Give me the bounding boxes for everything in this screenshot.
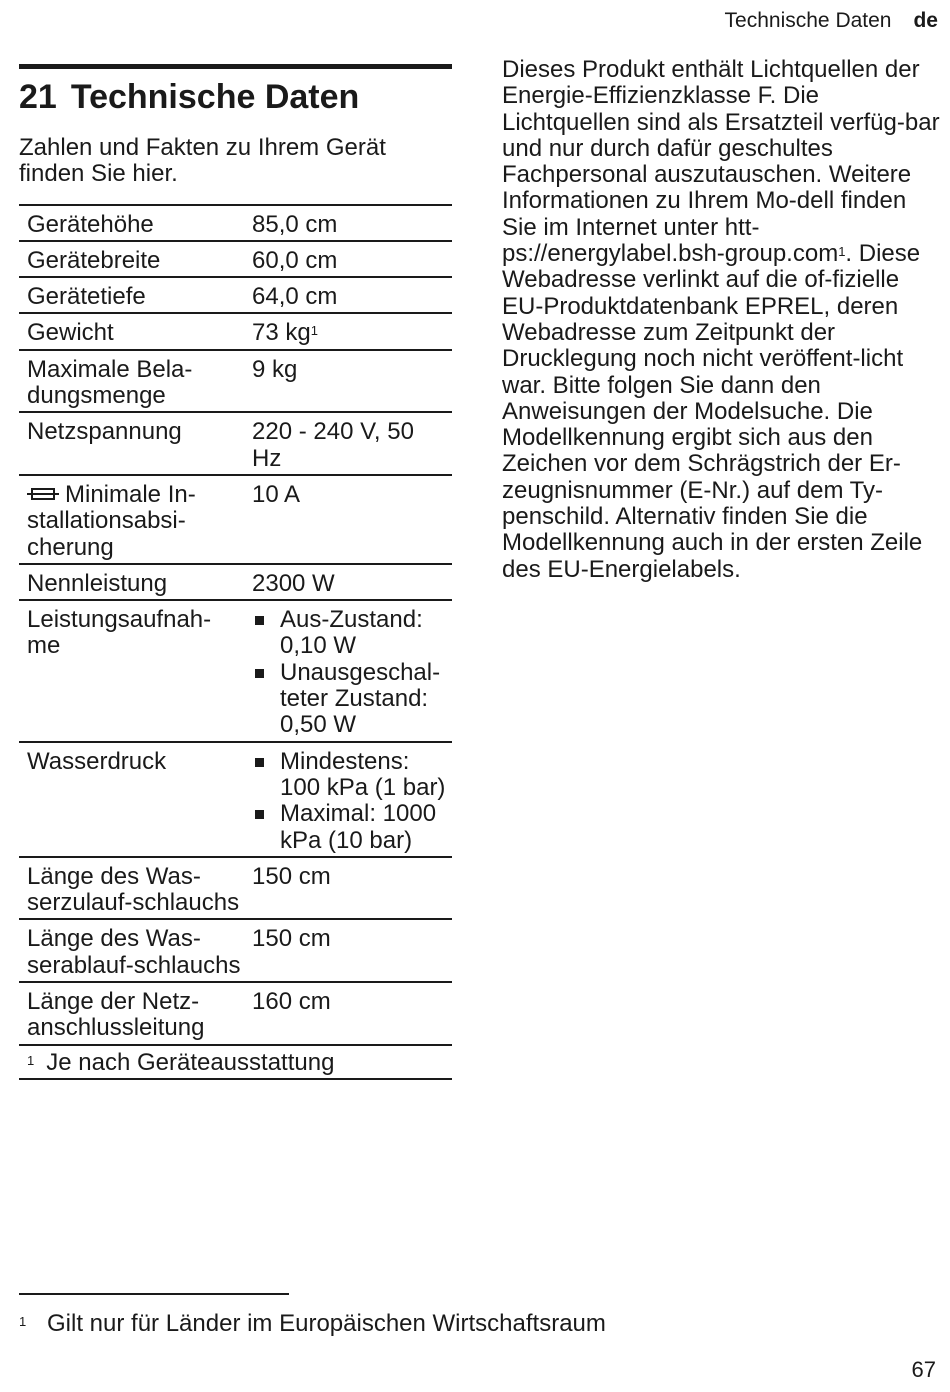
footnote-rule <box>19 1293 289 1295</box>
spec-value <box>252 205 452 241</box>
spec-label <box>19 857 252 920</box>
table-footnote-row <box>19 1045 452 1079</box>
spec-label <box>19 919 252 982</box>
spec-value-text: 150 cm <box>252 862 331 890</box>
page-number: 67 <box>911 1357 936 1382</box>
spec-value-list-item: Mindestens: 100 kPa (1 bar) <box>252 749 448 802</box>
spec-label-text: Wasserdruck <box>27 747 167 775</box>
spec-value-text: 10 A <box>252 480 301 508</box>
spec-value-text: 220 - 240 V, 50 Hz <box>252 418 414 472</box>
spec-label <box>19 205 252 241</box>
spec-label <box>19 313 252 349</box>
spec-value <box>252 982 452 1045</box>
spec-value <box>252 564 452 600</box>
spec-label <box>19 600 252 741</box>
spec-value-list-item: Unausgeschal-teter Zustand: 0,50 W <box>252 660 448 739</box>
page-footnote-text: Gilt nur für Länder im Europäischen Wirtschaftsraum <box>47 1310 606 1337</box>
spec-value <box>252 277 452 313</box>
spec-value-list-item: Maximal: 1000 kPa (10 bar) <box>252 801 448 854</box>
spec-table <box>19 204 452 1080</box>
spec-value-text: 150 cm <box>252 925 331 953</box>
table-footnote <box>19 1045 452 1079</box>
spec-row <box>19 857 452 920</box>
spec-row <box>19 475 452 564</box>
spec-label-text: Netzspannung <box>27 418 182 446</box>
spec-label-text: Gerätetiefe <box>27 283 146 311</box>
spec-label-text: Maximale Bela-dungsmenge <box>27 355 193 410</box>
spec-value-text: 73 kg <box>252 319 311 347</box>
table-footnote-mark: 1 <box>27 1052 35 1068</box>
section-heading <box>19 77 452 117</box>
section-number: 21 <box>19 78 57 116</box>
spec-value-text: 64,0 cm <box>252 283 338 311</box>
spec-row <box>19 564 452 600</box>
spec-value-text: 85,0 cm <box>252 210 338 238</box>
right-text-footnote-mark: 1 <box>838 244 846 260</box>
page-footnote-mark: 1 <box>19 1314 27 1329</box>
spec-value-text: 9 kg <box>252 355 298 383</box>
right-text-part2: . Diese Webadresse verlinkt auf die of-fizielle EU-Produktdatenbank EPREL, deren Webadresse zum Zeitpunkt der Drucklegung noch nicht veröffent-licht war. Bitte folgen Sie dann den Anweisungen der Modelsuche. Die Modellkennung ergibt sich aus den Zeichen vor dem Schrägstrich der Er-zeugnisnummer (E-Nr.) auf dem Ty-penschild. Alternativ finden Sie die Modellkennung auch in der ersten Zeile des EU-Energielabels. <box>502 240 923 583</box>
spec-value <box>252 241 452 277</box>
left-column <box>19 64 452 1080</box>
spec-label <box>19 350 252 413</box>
page-footnote <box>19 1310 606 1338</box>
right-text-part1: Dieses Produkt enthält Lichtquellen der Energie-Effizienzklasse F. Die Lichtquellen sind als Ersatzteil verfüg-bar und nur durch dafür geschultes Fachpersonal auszutauschen. Weitere Informationen zu Ihrem Mo-dell finden Sie im Internet unter htt-ps://energylabel.bsh-group.com <box>502 56 940 268</box>
spec-label-text: Minimale In-stallationsabsi-cherung <box>27 480 196 561</box>
spec-row <box>19 412 452 475</box>
fuse-icon <box>27 487 59 501</box>
section-intro: Zahlen und Fakten zu Ihrem Gerät finden Sie hier. <box>19 134 386 188</box>
spec-value-list <box>252 749 448 854</box>
running-header <box>725 8 938 34</box>
spec-row <box>19 350 452 413</box>
spec-value <box>252 600 452 741</box>
spec-label-text: Gerätebreite <box>27 246 161 274</box>
spec-label-text: Länge des Was-serzulauf-schlauchs <box>27 862 240 917</box>
spec-row <box>19 742 452 857</box>
spec-value <box>252 412 452 475</box>
spec-label-text: Leistungsaufnah-me <box>27 606 212 660</box>
spec-value <box>252 350 452 413</box>
spec-row <box>19 277 452 313</box>
spec-label <box>19 982 252 1045</box>
spec-label <box>19 277 252 313</box>
spec-value-text: 2300 W <box>252 569 335 597</box>
spec-value-list <box>252 607 448 738</box>
spec-label-text: Nennleistung <box>27 569 168 597</box>
header-language: de <box>913 9 938 32</box>
spec-table-body <box>19 205 452 1079</box>
header-section-title: Technische Daten <box>724 9 892 32</box>
spec-value-text: 160 cm <box>252 988 331 1016</box>
spec-value <box>252 475 452 564</box>
spec-row <box>19 205 452 241</box>
spec-label <box>19 412 252 475</box>
spec-label <box>19 564 252 600</box>
spec-value <box>252 857 452 920</box>
spec-row <box>19 919 452 982</box>
spec-value <box>252 313 452 349</box>
spec-label <box>19 475 252 564</box>
spec-label-text: Länge des Was-serablauf-schlauchs <box>27 925 241 979</box>
spec-label-text: Gewicht <box>27 319 114 347</box>
spec-value-list-item: Aus-Zustand: 0,10 W <box>252 607 448 660</box>
right-column <box>502 57 940 583</box>
spec-label <box>19 241 252 277</box>
spec-row <box>19 313 452 349</box>
spec-footnote-mark: 1 <box>310 323 318 339</box>
section-rule <box>19 64 452 69</box>
spec-label <box>19 742 252 857</box>
spec-value-text: 60,0 cm <box>252 246 338 274</box>
spec-value <box>252 919 452 982</box>
spec-label-text: Länge der Netz-anschlussleitung <box>27 988 205 1042</box>
section-title: Technische Daten <box>70 78 360 116</box>
spec-row <box>19 241 452 277</box>
spec-row <box>19 982 452 1045</box>
table-footnote-text: Je nach Geräteausstattung <box>46 1048 335 1076</box>
spec-value <box>252 742 452 857</box>
spec-row <box>19 600 452 741</box>
spec-label-text: Gerätehöhe <box>27 210 154 238</box>
